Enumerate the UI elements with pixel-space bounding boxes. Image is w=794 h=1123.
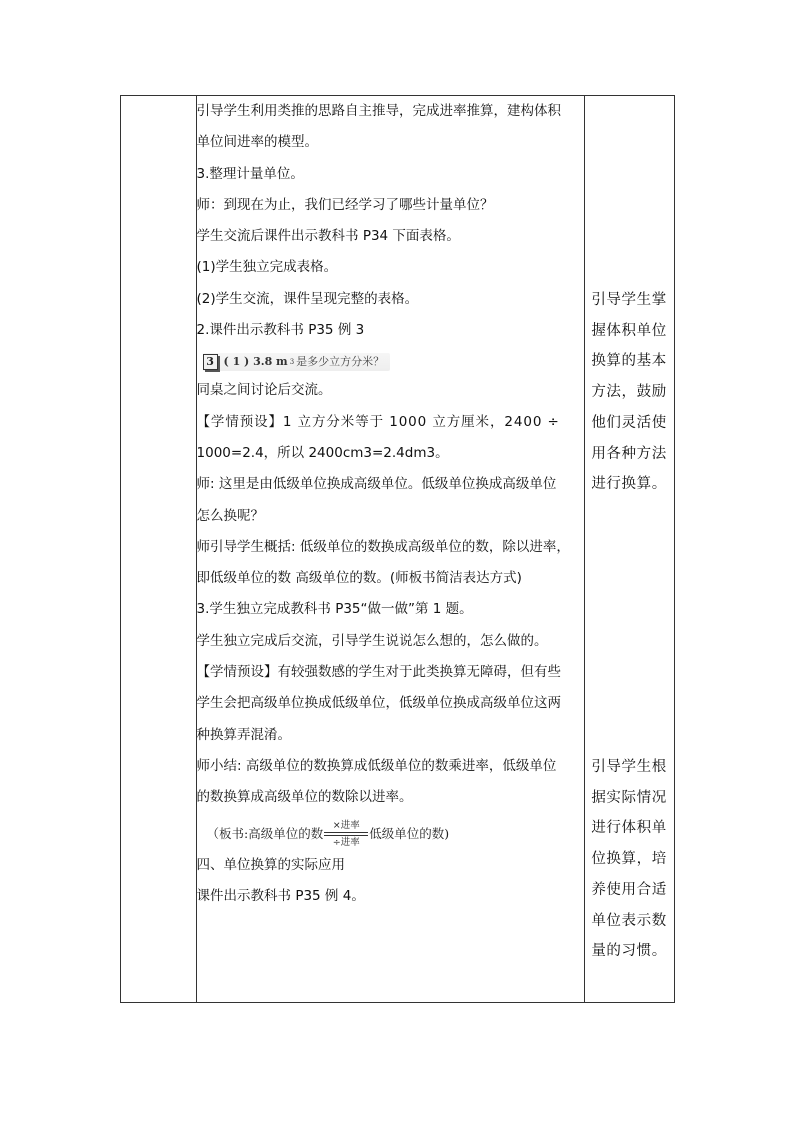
formula-suffix: 低级单位的数)	[369, 825, 450, 841]
text-line: 【学情预设】1 立方分米等于 1000 立方厘米，2400 ÷	[196, 413, 560, 430]
text-line: 种换算弄混淆。	[196, 726, 292, 743]
text-line: 2.课件出示教科书 P35 例 3	[196, 322, 365, 339]
design-note-1	[591, 285, 671, 500]
note-line: 进行换算。	[591, 476, 667, 493]
text-line: 学生会把高级单位换成低级单位，低级单位换成高级单位这两	[196, 695, 562, 712]
example-question-suffix: 是多少立方分米？	[296, 355, 385, 369]
text-line: 四、单位换算的实际应用	[196, 856, 346, 873]
note-line: 位换算，培	[591, 851, 667, 868]
note-line: 进行体积单	[591, 820, 667, 837]
note-line: 量的习惯。	[591, 943, 667, 960]
conversion-arrows	[324, 820, 368, 848]
left-empty-column	[121, 96, 197, 1003]
board-formula	[207, 820, 450, 848]
text-line: (2)学生交流，课件呈现完整的表格。	[196, 290, 419, 307]
text-line: 师：到现在为止，我们已经学习了哪些计量单位？	[196, 196, 494, 213]
example-superscript: 3	[289, 358, 295, 367]
text-line: 3.整理计量单位。	[196, 165, 304, 182]
text-line: (1)学生独立完成表格。	[196, 259, 338, 276]
text-line: 师引导学生概括: 低级单位的数换成高级单位的数，除以进率，	[196, 538, 570, 555]
text-line: 怎么换呢？	[196, 507, 265, 524]
note-line: 养使用合适	[591, 881, 667, 898]
note-line: 用各种方法	[591, 445, 667, 462]
note-line: 单位表示数	[591, 912, 667, 929]
formula-top-label: ×进率	[332, 819, 360, 831]
design-intent-cell	[585, 96, 675, 1003]
formula-bottom-label: ÷进率	[332, 836, 360, 848]
text-line: 师小结: 高级单位的数换算成低级单位的数乘进率，低级单位	[196, 757, 557, 774]
text-line: 即低级单位的数 高级单位的数。(师板书简洁表达方式)	[196, 570, 522, 587]
note-line: 据实际情况	[591, 789, 667, 806]
text-line: 课件出示教科书 P35 例 4。	[196, 887, 365, 904]
note-line: 换算的基本	[591, 353, 667, 370]
lesson-plan-table	[120, 95, 675, 1003]
note-line: 引导学生掌	[591, 292, 667, 308]
note-line: 引导学生根	[591, 759, 667, 775]
example-number-badge: 3	[203, 354, 218, 370]
double-arrow-icon	[324, 831, 368, 837]
text-line: 【学情预设】有较强数感的学生对于此类换算无障碍，但有些	[196, 664, 562, 681]
note-line: 方法，鼓励	[591, 384, 667, 401]
text-line: 学生独立完成后交流，引导学生说说怎么想的，怎么做的。	[196, 632, 548, 649]
note-line: 他们灵活使	[591, 414, 667, 431]
text-line: 1000=2.4，所以 2400cm3=2.4dm3。	[196, 444, 449, 461]
text-line: 3.学生独立完成教科书 P35“做一做”第 1 题。	[196, 601, 473, 618]
design-note-2	[591, 752, 671, 967]
text-line: 引导学生利用类推的思路自主推导，完成进率推算，建构体积	[196, 103, 562, 119]
text-line: 同桌之间讨论后交流。	[196, 382, 332, 399]
text-line: 师: 这里是由低级单位换成高级单位。低级单位换成高级单位	[196, 476, 557, 493]
note-line: 握体积单位	[591, 322, 667, 339]
text-line: 单位间进率的模型。	[196, 134, 319, 151]
text-line: 学生交流后课件出示教科书 P34 下面表格。	[196, 228, 460, 245]
example-question-prefix: ( 1 ) 3.8 m	[223, 355, 288, 369]
text-line: 的数换算成高级单位的数除以进率。	[196, 789, 413, 806]
teaching-process-cell	[196, 96, 585, 1003]
example-3-image	[203, 353, 391, 371]
formula-prefix: （板书:高级单位的数	[206, 825, 324, 841]
